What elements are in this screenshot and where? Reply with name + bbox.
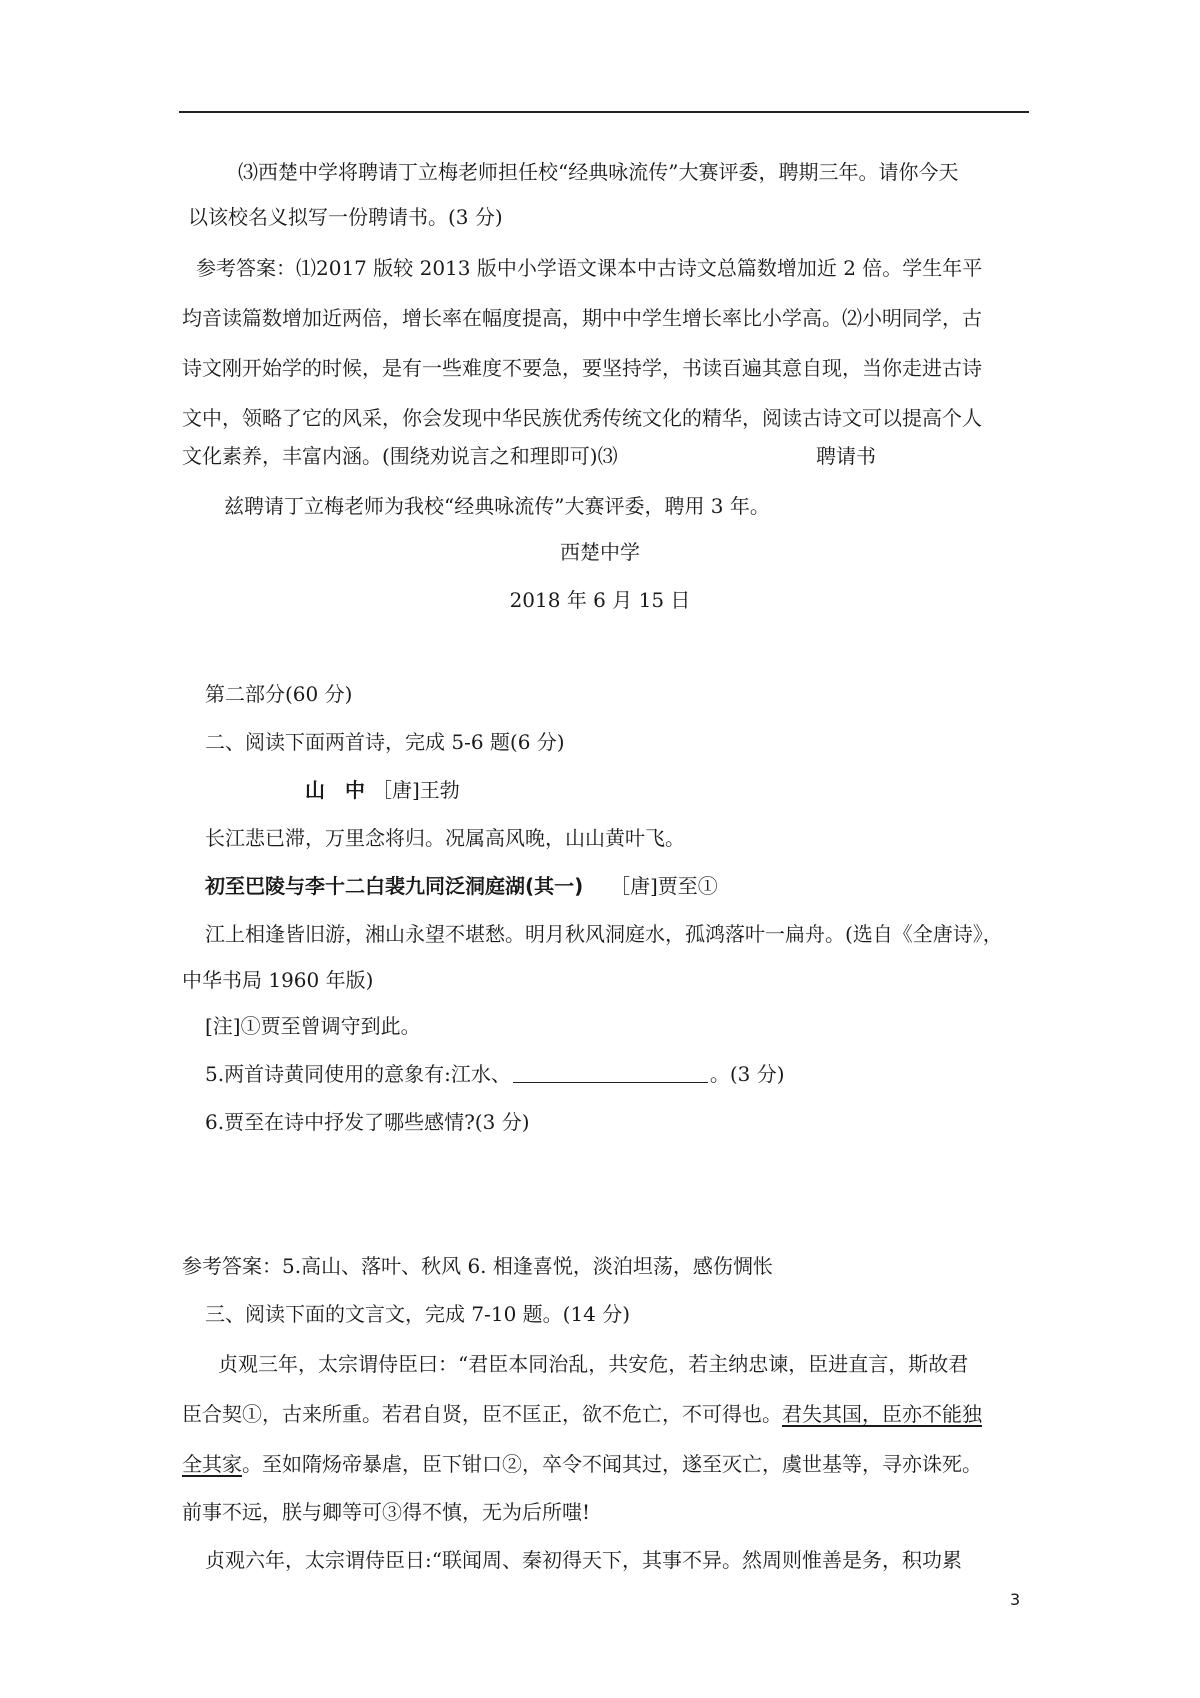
letter-signature: 西楚中学 bbox=[560, 540, 640, 564]
poem2-author: ［唐]贾至① bbox=[610, 874, 718, 898]
section3-p1-line-2 bbox=[182, 1400, 982, 1428]
poem1-title: 山 中 bbox=[305, 778, 365, 802]
answer1-line-4: 文中，领略了它的风采，你会发现中华民族优秀传统文化的精华，阅读古诗文可以提高个人 bbox=[182, 406, 982, 430]
answer1-line-3: 诗文刚开始学的时候，是有一些难度不要急，要坚持学，书读百遍其意自现，当你走进古诗 bbox=[182, 356, 982, 380]
poem2-note: [注]①贾至曾调守到此。 bbox=[205, 1014, 421, 1038]
answer1-line-1: 参考答案：⑴2017 版较 2013 版中小学语文课本中古诗文总篇数增加近 2 倍。学生年平 bbox=[196, 256, 983, 280]
section3-p1-line-3 bbox=[182, 1450, 982, 1478]
letter-title: 聘请书 bbox=[816, 444, 876, 468]
underlined-sentence-part-1: 君失其国，臣亦不能独 bbox=[782, 1402, 982, 1426]
answer-blank[interactable] bbox=[513, 1060, 708, 1083]
header-rule bbox=[179, 111, 1029, 113]
answer1-line-5: 文化素养，丰富内涵。(围绕劝说言之和理即可)⑶ bbox=[182, 444, 618, 468]
poem2-line-2: 中华书局 1960 年版) bbox=[182, 968, 374, 992]
letter-body: 兹聘请丁立梅老师为我校“经典咏流传”大赛评委，聘用 3 年。 bbox=[224, 494, 770, 518]
section3-p2-line-1: 贞观六年，太宗谓侍臣日:“联闻周、秦初得天下，其事不异。然周则惟善是务，积功累 bbox=[205, 1548, 962, 1572]
question-6: 6.贾至在诗中抒发了哪些感情?(3 分) bbox=[205, 1110, 530, 1134]
question-5-suffix: 。(3 分) bbox=[709, 1062, 785, 1086]
section3-p1-line-1: 贞观三年，太宗谓侍臣曰：“君臣本同治乱，共安危，若主纳忠谏，臣进直言，斯故君 bbox=[218, 1352, 969, 1376]
answer2: 参考答案：5.高山、落叶、秋风 6. 相逢喜悦，淡泊坦荡，感伤惆怅 bbox=[182, 1254, 773, 1278]
question-5-prefix: 5.两首诗黄同使用的意象有:江水、 bbox=[205, 1062, 511, 1086]
q3-line-1: ⑶西楚中学将聘请丁立梅老师担任校“经典咏流传”大赛评委，聘期三年。请你今天 bbox=[238, 160, 959, 184]
question-5 bbox=[205, 1060, 785, 1088]
underlined-sentence-part-2: 全其家 bbox=[182, 1452, 242, 1476]
poem2-line-1: 江上相逢皆旧游，湘山永望不堪愁。明月秋风洞庭水，孤鸿落叶一扁舟。(选自《全唐诗》， bbox=[205, 922, 1003, 946]
poem2-title: 初至巴陵与李十二白裴九同泛洞庭湖(其一) bbox=[205, 874, 584, 898]
section3-p1-line-2-text: 臣合契①，古来所重。若君自贤，臣不匡正，欲不危亡，不可得也。 bbox=[182, 1402, 782, 1426]
section3-p1-line-4: 前事不远，朕与卿等可③得不慎，无为后所嗤! bbox=[182, 1500, 591, 1524]
poem1-text: 长江悲已滞，万里念将归。况属高风晚，山山黄叶飞。 bbox=[205, 826, 685, 850]
letter-date: 2018 年 6 月 15 日 bbox=[509, 588, 691, 612]
q3-line-2: 以该校名义拟写一份聘请书。(3 分) bbox=[188, 205, 503, 229]
answer1-line-2: 均音读篇数增加近两倍，增长率在幅度提高，期中中学生增长率比小学高。⑵小明同学，古 bbox=[182, 306, 982, 330]
page-number: 3 bbox=[1010, 1590, 1021, 1609]
section3-p1-line-3-text: 。至如隋炀帝暴虐，臣下钳口②，卒令不闻其过，遂至灭亡，虞世基等，寻亦诛死。 bbox=[242, 1452, 982, 1476]
poem1-author: ［唐]王勃 bbox=[372, 778, 460, 802]
section2-heading: 二、阅读下面两首诗，完成 5-6 题(6 分) bbox=[205, 730, 565, 754]
section3-heading: 三、阅读下面的文言文，完成 7-10 题。(14 分) bbox=[205, 1302, 631, 1326]
part2-heading: 第二部分(60 分) bbox=[205, 682, 353, 706]
